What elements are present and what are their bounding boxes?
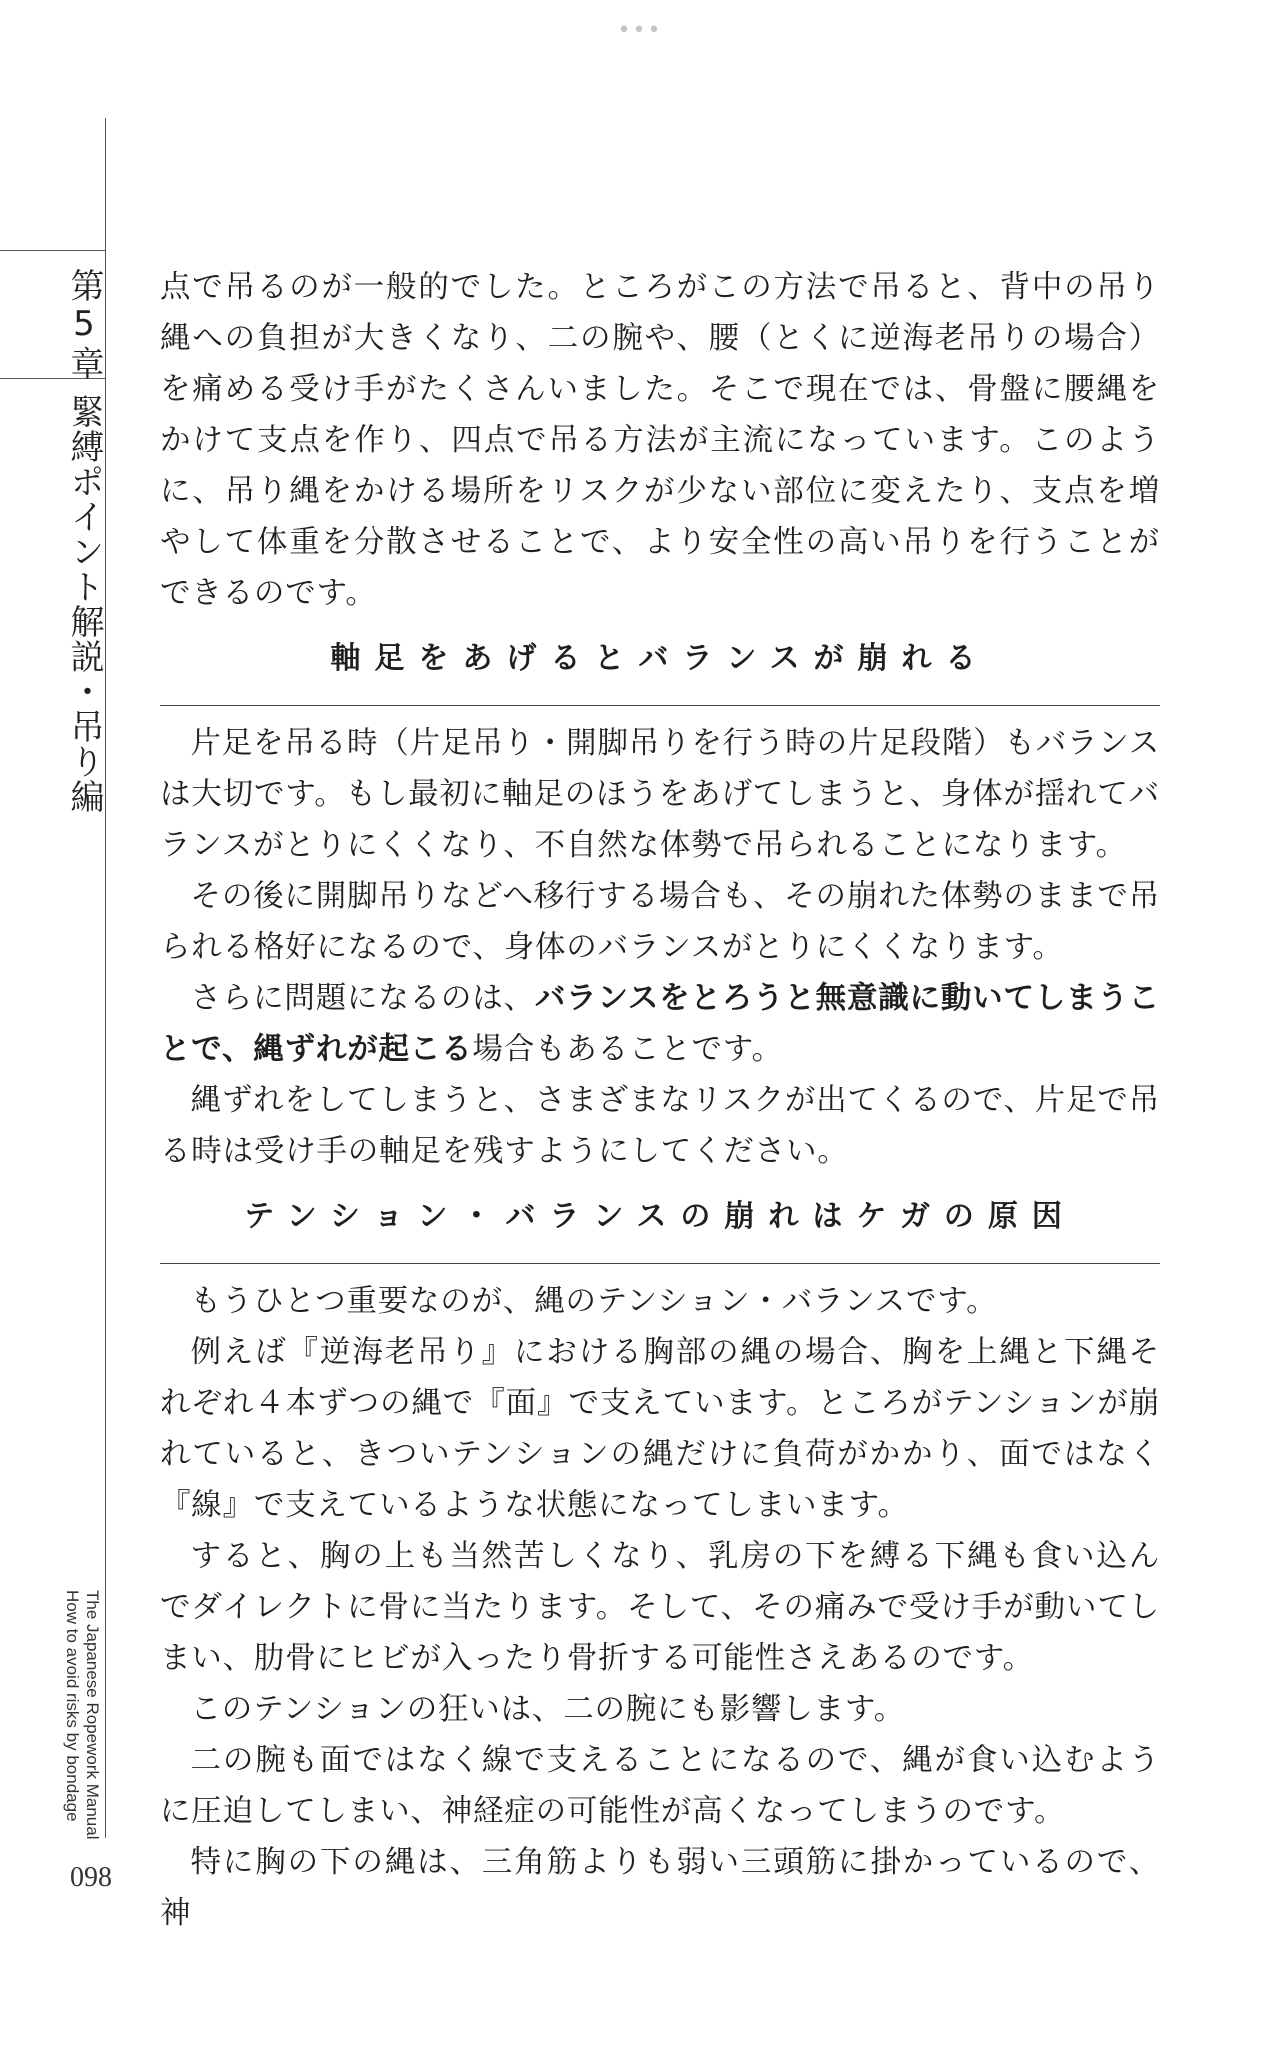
emphasis-text: バランスをとろうと無意識に動いてしまうことで、縄ずれが起こる <box>160 981 1160 1067</box>
chapter-separator-top <box>0 250 106 251</box>
section-title-vertical: 緊縛ポイント解説・吊り編 <box>64 394 104 814</box>
book-english-title-line1: The Japanese Ropework Manual <box>83 1590 102 1840</box>
paragraph: 縄ずれをしてしまうと、さまざまなリスクが出てくるので、片足で吊る時は受け手の軸足を残すようにしてください。 <box>160 1083 1160 1169</box>
paragraph: 片足を吊る時（片足吊り・開脚吊りを行う時の片足段階）もバランスは大切です。もし最初に軸足のほうをあげてしまうと、身体が揺れてバランスがとりにくくなり、不自然な体勢で吊られることになります。 <box>160 726 1160 863</box>
page-number: 098 <box>70 1862 112 1893</box>
book-english-title <box>62 1590 102 1839</box>
paragraph: もうひとつ重要なのが、縄のテンション・バランスです。 <box>190 1284 998 1319</box>
section-heading: 軸足をあげるとバランスが崩れる <box>160 639 1160 706</box>
paragraph-text: 場合もあることです。 <box>472 1032 783 1067</box>
paragraph: その後に開脚吊りなどへ移行する場合も、その崩れた体勢のままで吊られる格好になるので、身体のバランスがとりにくくなります。 <box>160 879 1160 965</box>
paragraph: 特に胸の下の縄は、三角筋よりも弱い三頭筋に掛かっているので、神 <box>160 1845 1160 1931</box>
book-english-title-line2: How to avoid risks by bondage <box>63 1590 82 1822</box>
paragraph-text: さらに問題になるのは、 <box>190 981 535 1016</box>
section-heading: テンション・バランスの崩れはケガの原因 <box>160 1197 1160 1264</box>
paragraph: 二の腕も面ではなく線で支えることになるので、縄が食い込むように圧迫してしまい、神経症の可能性が高くなってしまうのです。 <box>160 1743 1160 1829</box>
body-text <box>160 262 1160 1939</box>
paragraph: 点で吊るのが一般的でした。ところがこの方法で吊ると、背中の吊り縄への負担が大きくなり、二の腕や、腰（とくに逆海老吊りの場合）を痛める受け手がたくさんいました。そこで現在では、骨盤に腰縄をかけて支点を作り、四点で吊る方法が主流になっています。このように、吊り縄をかける場所をリスクが少ない部位に変えたり、支点を増やして体重を分散させることで、より安全性の高い吊りを行うことができるのです。 <box>160 270 1160 611</box>
paragraph: 例えば『逆海老吊り』における胸部の縄の場合、胸を上縄と下縄それぞれ４本ずつの縄で『面』で支えています。ところがテンションが崩れていると、きついテンションの縄だけに負荷がかかり、面ではなく『線』で支えているような状態になってしまいます。 <box>160 1335 1160 1523</box>
chapter-label: 第5章 <box>64 268 104 382</box>
page-indicator-dots: ••• <box>617 18 663 43</box>
paragraph: すると、胸の上も当然苦しくなり、乳房の下を縛る下縄も食い込んでダイレクトに骨に当たります。そして、その痛みで受け手が動いてしまい、肋骨にヒビが入ったり骨折する可能性さえあるのです。 <box>160 1539 1160 1676</box>
paragraph: このテンションの狂いは、二の腕にも影響します。 <box>190 1692 906 1727</box>
paragraph <box>160 973 1160 1075</box>
